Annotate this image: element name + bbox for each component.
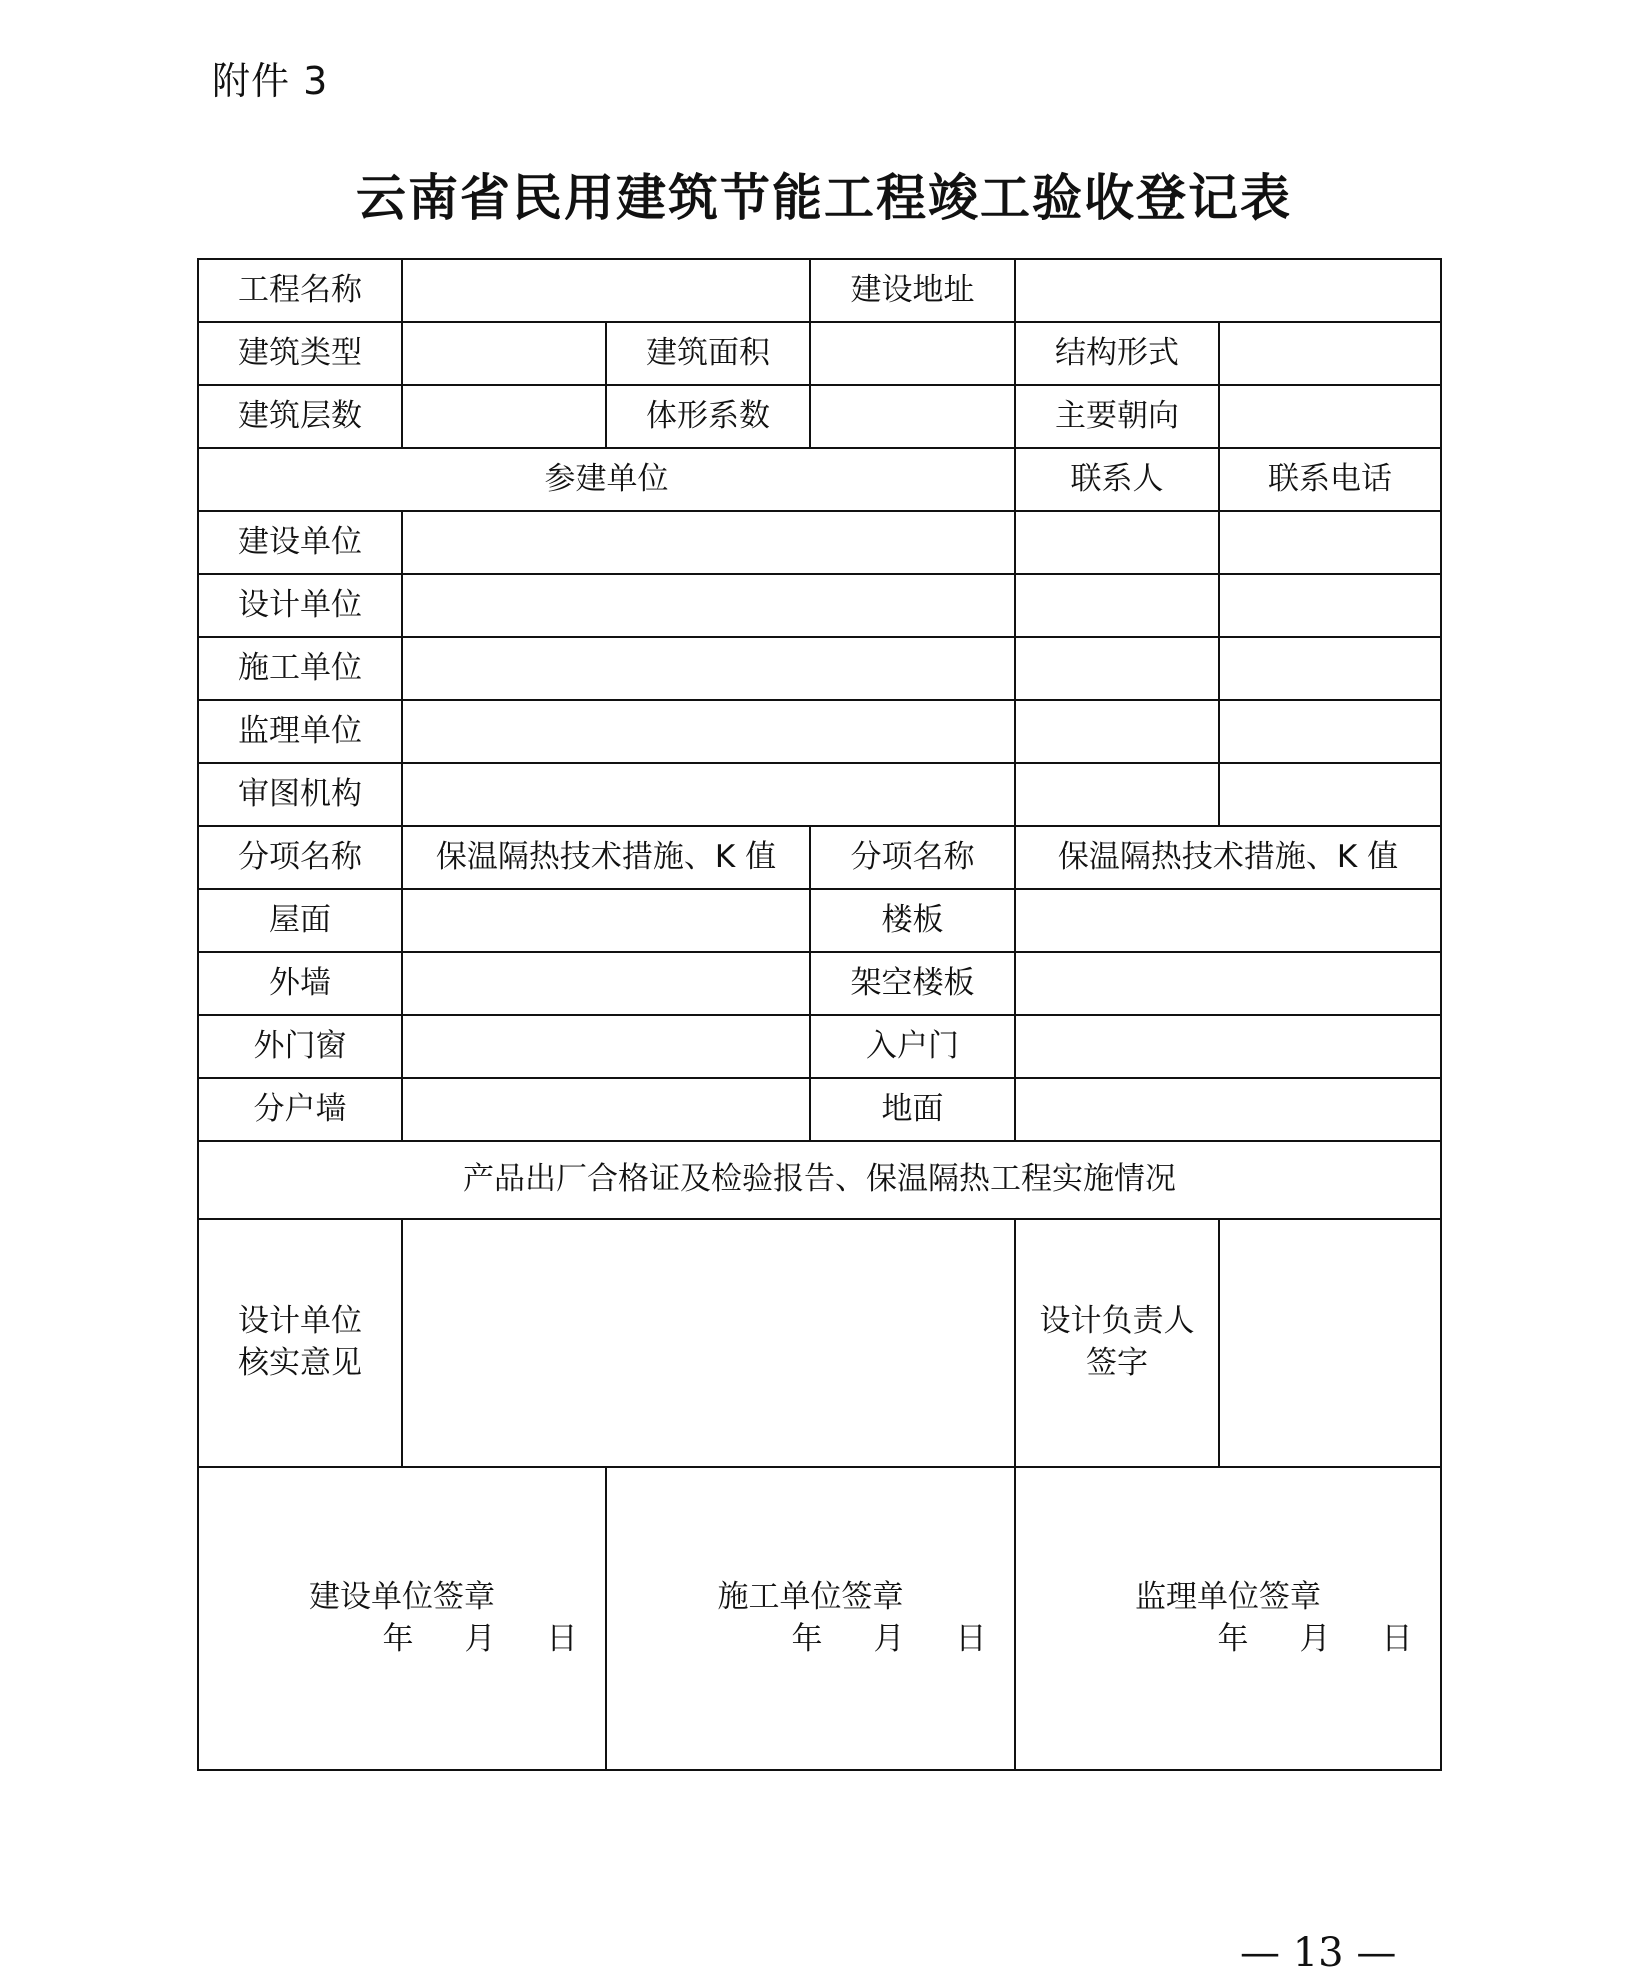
- table-row: [198, 952, 1441, 1015]
- seal-title: 施工单位签章: [717, 1578, 904, 1615]
- table-row: [198, 1141, 1441, 1219]
- building-type-field[interactable]: [402, 322, 606, 385]
- contact-person-header: 联系人: [1015, 448, 1219, 511]
- project-name-label: 工程名称: [198, 259, 402, 322]
- table-row: [198, 1015, 1441, 1078]
- subitem-measure-field[interactable]: [1015, 952, 1441, 1015]
- seal-date: [607, 1619, 1014, 1661]
- form-title: 云南省民用建筑节能工程竣工验收登记表: [356, 169, 1292, 227]
- subitem-label: 外门窗: [198, 1015, 402, 1078]
- subitem-label: 屋面: [198, 889, 402, 952]
- subitem-measure-field[interactable]: [402, 952, 810, 1015]
- seal-date: [199, 1619, 605, 1661]
- participant-contact-field[interactable]: [1015, 763, 1219, 826]
- table-row: [198, 826, 1441, 889]
- participant-unit-field[interactable]: [402, 574, 1015, 637]
- participant-contact-field[interactable]: [1015, 574, 1219, 637]
- month-label: 月: [1299, 1620, 1331, 1657]
- table-row: [198, 700, 1441, 763]
- design-opinion-label: [198, 1219, 402, 1467]
- subitem-measure-header: 保温隔热技术措施、K 值: [1015, 826, 1441, 889]
- year-label: 年: [791, 1620, 823, 1657]
- participant-unit-field[interactable]: [402, 700, 1015, 763]
- participant-unit-label: 监理单位: [198, 700, 402, 763]
- supervisor-seal-cell[interactable]: [1015, 1467, 1441, 1770]
- design-lead-sign-line2: 签字: [1086, 1345, 1148, 1381]
- participant-phone-field[interactable]: [1219, 637, 1441, 700]
- product-section-header: 产品出厂合格证及检验报告、保温隔热工程实施情况: [198, 1141, 1441, 1219]
- day-label: 日: [546, 1620, 578, 1657]
- table-row: [198, 1078, 1441, 1141]
- subitem-name-header: 分项名称: [810, 826, 1015, 889]
- table-row: [198, 889, 1441, 952]
- construction-owner-seal-cell[interactable]: [198, 1467, 606, 1770]
- subitem-label: 架空楼板: [810, 952, 1015, 1015]
- table-row: [198, 511, 1441, 574]
- subitem-measure-field[interactable]: [1015, 1078, 1441, 1141]
- design-opinion-label-line2: 核实意见: [238, 1345, 362, 1381]
- site-address-label: 建设地址: [810, 259, 1015, 322]
- building-area-label: 建筑面积: [606, 322, 810, 385]
- table-row: [198, 574, 1441, 637]
- shape-coefficient-label: 体形系数: [606, 385, 810, 448]
- participant-phone-field[interactable]: [1219, 511, 1441, 574]
- design-lead-sign-field[interactable]: [1219, 1219, 1441, 1467]
- main-orientation-field[interactable]: [1219, 385, 1441, 448]
- registration-form-table: [197, 258, 1442, 1771]
- contact-phone-header: 联系电话: [1219, 448, 1441, 511]
- subitem-label: 楼板: [810, 889, 1015, 952]
- table-row: [198, 385, 1441, 448]
- shape-coefficient-field[interactable]: [810, 385, 1015, 448]
- design-lead-sign-line1: 设计负责人: [1039, 1303, 1195, 1340]
- page-number: — 13 —: [1240, 1930, 1397, 1976]
- subitem-measure-field[interactable]: [1015, 889, 1441, 952]
- subitem-measure-field[interactable]: [402, 889, 810, 952]
- table-row: [198, 1467, 1441, 1770]
- subitem-label: 外墙: [198, 952, 402, 1015]
- participant-phone-field[interactable]: [1219, 574, 1441, 637]
- subitem-label: 分户墙: [198, 1078, 402, 1141]
- day-label: 日: [1381, 1620, 1413, 1657]
- building-type-label: 建筑类型: [198, 322, 402, 385]
- participant-unit-label: 设计单位: [198, 574, 402, 637]
- subitem-name-header: 分项名称: [198, 826, 402, 889]
- participant-contact-field[interactable]: [1015, 511, 1219, 574]
- participant-phone-field[interactable]: [1219, 763, 1441, 826]
- seal-date: [1016, 1619, 1440, 1661]
- participant-contact-field[interactable]: [1015, 637, 1219, 700]
- contractor-seal-cell[interactable]: [606, 1467, 1015, 1770]
- structure-form-label: 结构形式: [1015, 322, 1219, 385]
- floor-count-field[interactable]: [402, 385, 606, 448]
- year-label: 年: [382, 1620, 414, 1657]
- table-row: [198, 1219, 1441, 1467]
- subitem-measure-header: 保温隔热技术措施、K 值: [402, 826, 810, 889]
- subitem-label: 地面: [810, 1078, 1015, 1141]
- month-label: 月: [873, 1620, 905, 1657]
- seal-title: 监理单位签章: [1135, 1578, 1321, 1615]
- participant-unit-field[interactable]: [402, 763, 1015, 826]
- participants-header: 参建单位: [198, 448, 1015, 511]
- participant-unit-label: 建设单位: [198, 511, 402, 574]
- project-name-field[interactable]: [402, 259, 810, 322]
- subitem-label: 入户门: [810, 1015, 1015, 1078]
- table-row: [198, 637, 1441, 700]
- month-label: 月: [464, 1620, 496, 1657]
- table-row: [198, 448, 1441, 511]
- participant-unit-field[interactable]: [402, 637, 1015, 700]
- main-orientation-label: 主要朝向: [1015, 385, 1219, 448]
- seal-title: 建设单位签章: [309, 1578, 495, 1615]
- structure-form-field[interactable]: [1219, 322, 1441, 385]
- participant-unit-label: 施工单位: [198, 637, 402, 700]
- attachment-label: 附件 3: [212, 59, 329, 103]
- design-lead-sign-label: [1015, 1219, 1219, 1467]
- year-label: 年: [1217, 1620, 1249, 1657]
- table-row: [198, 259, 1441, 322]
- subitem-measure-field[interactable]: [402, 1078, 810, 1141]
- participant-phone-field[interactable]: [1219, 700, 1441, 763]
- table-row: [198, 322, 1441, 385]
- floor-count-label: 建筑层数: [198, 385, 402, 448]
- site-address-field[interactable]: [1015, 259, 1441, 322]
- participant-unit-label: 审图机构: [198, 763, 402, 826]
- subitem-measure-field[interactable]: [402, 1015, 810, 1078]
- participant-contact-field[interactable]: [1015, 700, 1219, 763]
- subitem-measure-field[interactable]: [1015, 1015, 1441, 1078]
- building-area-field[interactable]: [810, 322, 1015, 385]
- design-opinion-label-line1: 设计单位: [238, 1303, 362, 1340]
- design-opinion-field[interactable]: [402, 1219, 1015, 1467]
- table-row: [198, 763, 1441, 826]
- day-label: 日: [955, 1620, 987, 1657]
- participant-unit-field[interactable]: [402, 511, 1015, 574]
